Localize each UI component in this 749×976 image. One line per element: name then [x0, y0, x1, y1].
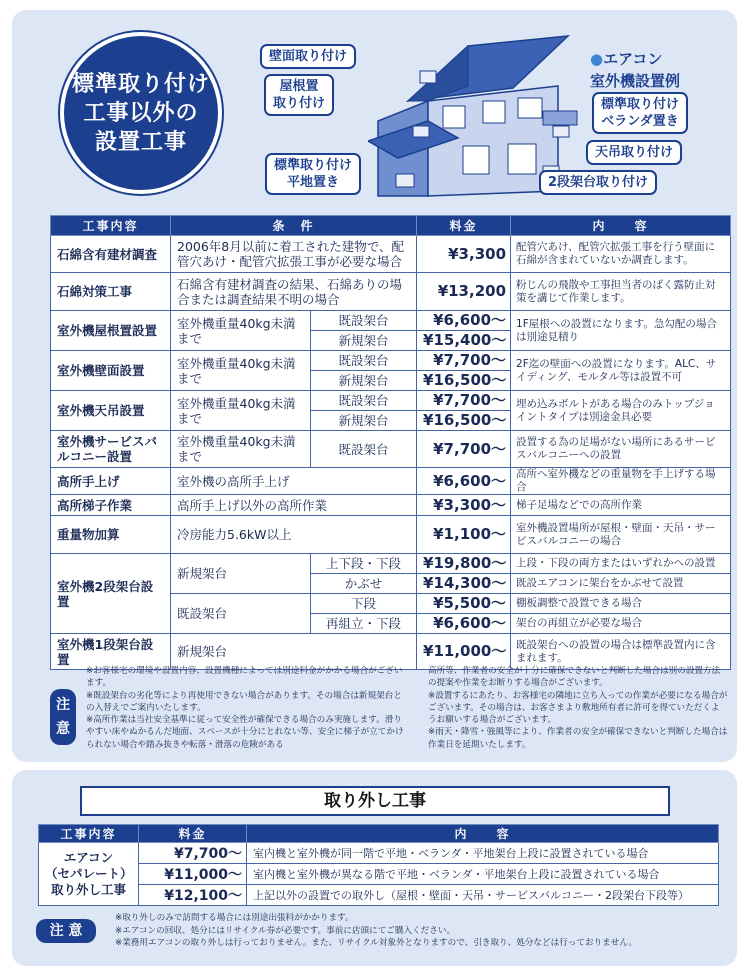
- title-badge: [60, 32, 222, 194]
- row-sub: 既設架台: [311, 431, 417, 468]
- removal-item-line-1: エアコン: [63, 850, 114, 865]
- row-price: ¥11,000～: [417, 634, 511, 670]
- row-condition: 新規架台: [171, 554, 311, 594]
- example-title: [590, 48, 680, 92]
- row-price: ¥13,200: [417, 273, 511, 311]
- row-sub: 既設架台: [311, 311, 417, 331]
- row-sub: 上下段・下段: [311, 554, 417, 574]
- row-condition: 室外機重量40kg未満まで: [171, 351, 311, 391]
- header-price: 料金: [417, 216, 511, 236]
- notes-left: [86, 665, 404, 751]
- example-title-line-2: 室外機設置例: [590, 72, 681, 90]
- header-price: 料金: [139, 825, 247, 843]
- callout-flat-line-1: 標準取り付け: [274, 158, 353, 173]
- note: ※既設架台の劣化等により再使用できない場合があります。その場合は新規架台との入替えでご案内いたします。: [86, 690, 402, 713]
- note: ※業務用エアコンの取り外しは行っておりません。また、リサイクル対象外となりますので、引き取り、処分などは行っておりません。: [115, 938, 638, 948]
- row-item: 室外機壁面設置: [51, 351, 171, 391]
- row-sub: 新規架台: [311, 371, 417, 391]
- row-condition: 室外機重量40kg未満まで: [171, 311, 311, 351]
- row-sub: 既設架台: [311, 351, 417, 371]
- row-desc: 棚板調整で設置できる場合: [511, 594, 731, 614]
- row-condition: 室外機の高所手上げ: [171, 468, 417, 495]
- removal-notes: [115, 912, 715, 950]
- row-price: ¥3,300～: [417, 495, 511, 516]
- title-line-2: 工事以外の: [83, 101, 199, 126]
- callout-two-stage: 2段架台取り付け: [539, 170, 657, 195]
- removal-item: [39, 843, 139, 906]
- row-price: ¥14,300～: [417, 574, 511, 594]
- notes-section: [42, 665, 732, 765]
- example-title-line-1: エアコン: [603, 50, 663, 68]
- row-desc: 設置する為の足場がない場所にあるサービスバルコニーへの設置: [511, 431, 731, 468]
- row-item: 石綿対策工事: [51, 273, 171, 311]
- row-item: 室外機1段架台設置: [51, 634, 171, 670]
- row-price: ¥7,700～: [417, 431, 511, 468]
- row-desc: 配管穴あけ、配管穴拡張工事を行う壁面に石綿が含まれていないか調査します。: [511, 236, 731, 273]
- row-sub: 既設架台: [311, 391, 417, 411]
- note: ※高所作業は当社安全基準に従って安全性が確保できる場合のみ実施します。滑りやすい床やぬかるんだ地面、スペースが十分にとれない等、安全に梯子が立てかけられない場合や踏み抜きや転落・滑落の危険がある: [86, 715, 404, 750]
- row-price: ¥7,700～: [417, 391, 511, 411]
- removal-title: 取り外し工事: [80, 786, 670, 816]
- row-sub: 下段: [311, 594, 417, 614]
- table-row: [39, 864, 719, 885]
- note: ※お客様宅の環境や設置内容、設置機種によっては別途料金がかかる場合がございます。: [86, 666, 403, 689]
- table-row: [51, 391, 731, 411]
- callout-flat: [265, 153, 361, 195]
- callout-veranda-line-2: ベランダ置き: [601, 114, 679, 129]
- notes-badge: 注意: [50, 689, 76, 745]
- row-item: 室外機天吊設置: [51, 391, 171, 431]
- row-item: 室外機サービスバルコニー設置: [51, 431, 171, 468]
- note: ※取り外しのみで訪問する場合には別途出張料がかかります。: [115, 913, 354, 923]
- callout-veranda-line-1: 標準取り付け: [601, 97, 680, 112]
- note: ※エアコンの回収、処分にはリサイクル券が必要です。事前に店頭にてご購入ください。: [115, 925, 456, 936]
- row-desc: 梯子足場などでの高所作業: [511, 495, 731, 516]
- row-condition: 既設架台: [171, 594, 311, 634]
- callout-wall: 壁面取り付け: [260, 44, 356, 69]
- row-desc: 高所へ室外機などの重量物を手上げする場合: [511, 468, 731, 495]
- installation-table: [50, 215, 731, 670]
- row-price: ¥16,500～: [417, 371, 511, 391]
- row-condition: 室外機重量40kg未満まで: [171, 431, 311, 468]
- row-condition: 石綿含有建材調査の結果、石綿ありの場合または調査結果不明の場合: [171, 273, 417, 311]
- row-desc: 室内機と室外機が異なる階で平地・ベランダ・平地架台上段に設置されている場合: [247, 864, 719, 885]
- row-desc: 上記以外の設置での取外し（屋根・壁面・天吊・サービスバルコニー・2段架台下段等）: [247, 885, 719, 906]
- row-price: ¥7,700～: [139, 843, 247, 864]
- row-price: ¥7,700～: [417, 351, 511, 371]
- title-line-1: 標準取り付け: [71, 72, 210, 97]
- header-desc: 内 容: [247, 825, 719, 843]
- row-desc: 架台の再組立が必要な場合: [511, 614, 731, 634]
- removal-panel: [12, 770, 737, 966]
- row-desc: 埋め込みボルトがある場合のみトップジョイントタイプは別途金具必要: [511, 391, 731, 431]
- callout-roof: [264, 74, 334, 116]
- row-sub: 新規架台: [311, 411, 417, 431]
- row-desc: 1F屋根への設置になります。急勾配の場合は別途見積り: [511, 311, 731, 351]
- title-line-3: 設置工事: [94, 130, 187, 155]
- header-desc: 内 容: [511, 216, 731, 236]
- row-desc: 2F迄の壁面への設置になります。ALC、サイディング、モルタル等は設置不可: [511, 351, 731, 391]
- row-item: 石綿含有建材調査: [51, 236, 171, 273]
- table-row: [51, 273, 731, 311]
- row-sub: 新規架台: [311, 331, 417, 351]
- table-row: [39, 885, 719, 906]
- header-item: 工事内容: [51, 216, 171, 236]
- row-price: ¥5,500～: [417, 594, 511, 614]
- row-item: 室外機2段架台設置: [51, 554, 171, 634]
- row-price: ¥3,300: [417, 236, 511, 273]
- row-price: ¥15,400～: [417, 331, 511, 351]
- table-row: [51, 516, 731, 554]
- row-condition: 高所手上げ以外の高所作業: [171, 495, 417, 516]
- callout-veranda: [592, 92, 688, 134]
- notes-right: [428, 665, 728, 751]
- row-desc: 既設エアコンに架台をかぶせて設置: [511, 574, 731, 594]
- callout-roof-line-1: 屋根置: [279, 79, 319, 94]
- row-price: ¥11,000～: [139, 864, 247, 885]
- table-header-row: [51, 216, 731, 236]
- row-desc: 粉じんの飛散や工事担当者のばく露防止対策を講じて作業します。: [511, 273, 731, 311]
- table-row: [51, 351, 731, 371]
- row-price: ¥1,100～: [417, 516, 511, 554]
- note: ※設置するにあたり、お客様宅の隣地に立ち入っての作業が必要になる場合がございます。その場合は、お客さまより敷地所有者に許可を得ていただくようお願いする場合がございます。: [428, 690, 728, 726]
- removal-table: [38, 824, 719, 906]
- callout-flat-line-2: 平地置き: [287, 175, 340, 190]
- removal-item-line-2: （セパレート）: [45, 866, 133, 881]
- row-price: ¥6,600～: [417, 311, 511, 331]
- row-item: 高所手上げ: [51, 468, 171, 495]
- table-row: [39, 843, 719, 864]
- row-sub: かぶせ: [311, 574, 417, 594]
- row-desc: 室内機と室外機が同一階で平地・ベランダ・平地架台上段に設置されている場合: [247, 843, 719, 864]
- table-row: [51, 431, 731, 468]
- table-row: [51, 495, 731, 516]
- removal-notes-badge: 注 意: [36, 919, 96, 943]
- table-row: [51, 468, 731, 495]
- bullet-icon: ●: [590, 50, 604, 68]
- row-item: 重量物加算: [51, 516, 171, 554]
- table-row: [51, 236, 731, 273]
- row-condition: 冷房能力5.6kW以上: [171, 516, 417, 554]
- row-condition: 新規架台: [171, 634, 417, 670]
- note: 高所等、作業者の安全が十分に確保できないと判断した場合は別の設置方法の提案や作業をお断りする場合がございます。: [428, 666, 721, 689]
- callout-ceiling: 天吊取り付け: [586, 140, 682, 165]
- callout-roof-line-2: 取り付け: [273, 96, 326, 111]
- row-price: ¥12,100～: [139, 885, 247, 906]
- row-desc: 室外機設置場所が屋根・壁面・天吊・サービスバルコニーの場合: [511, 516, 731, 554]
- removal-item-line-3: 取り外し工事: [50, 882, 126, 897]
- installation-panel: [12, 10, 737, 762]
- header-condition: 条 件: [171, 216, 417, 236]
- row-price: ¥6,600～: [417, 468, 511, 495]
- row-desc: 上段・下段の両方またはいずれかへの設置: [511, 554, 731, 574]
- row-price: ¥19,800～: [417, 554, 511, 574]
- row-desc: 既設架台への設置の場合は標準設置内に含まれます。: [511, 634, 731, 670]
- header-item: 工事内容: [39, 825, 139, 843]
- table-row: [51, 311, 731, 331]
- row-item: 高所梯子作業: [51, 495, 171, 516]
- row-condition: 室外機重量40kg未満まで: [171, 391, 311, 431]
- row-condition: 2006年8月以前に着工された建物で、配管穴あけ・配管穴拡張工事が必要な場合: [171, 236, 417, 273]
- table-header-row: [39, 825, 719, 843]
- row-price: ¥6,600～: [417, 614, 511, 634]
- table-row: [51, 554, 731, 574]
- row-price: ¥16,500～: [417, 411, 511, 431]
- note: ※雨天・降雪・強風等により、作業者の安全が確保できないと判断した場合は作業日を延期いたします。: [428, 727, 728, 750]
- row-sub: 再組立・下段: [311, 614, 417, 634]
- row-item: 室外機屋根置設置: [51, 311, 171, 351]
